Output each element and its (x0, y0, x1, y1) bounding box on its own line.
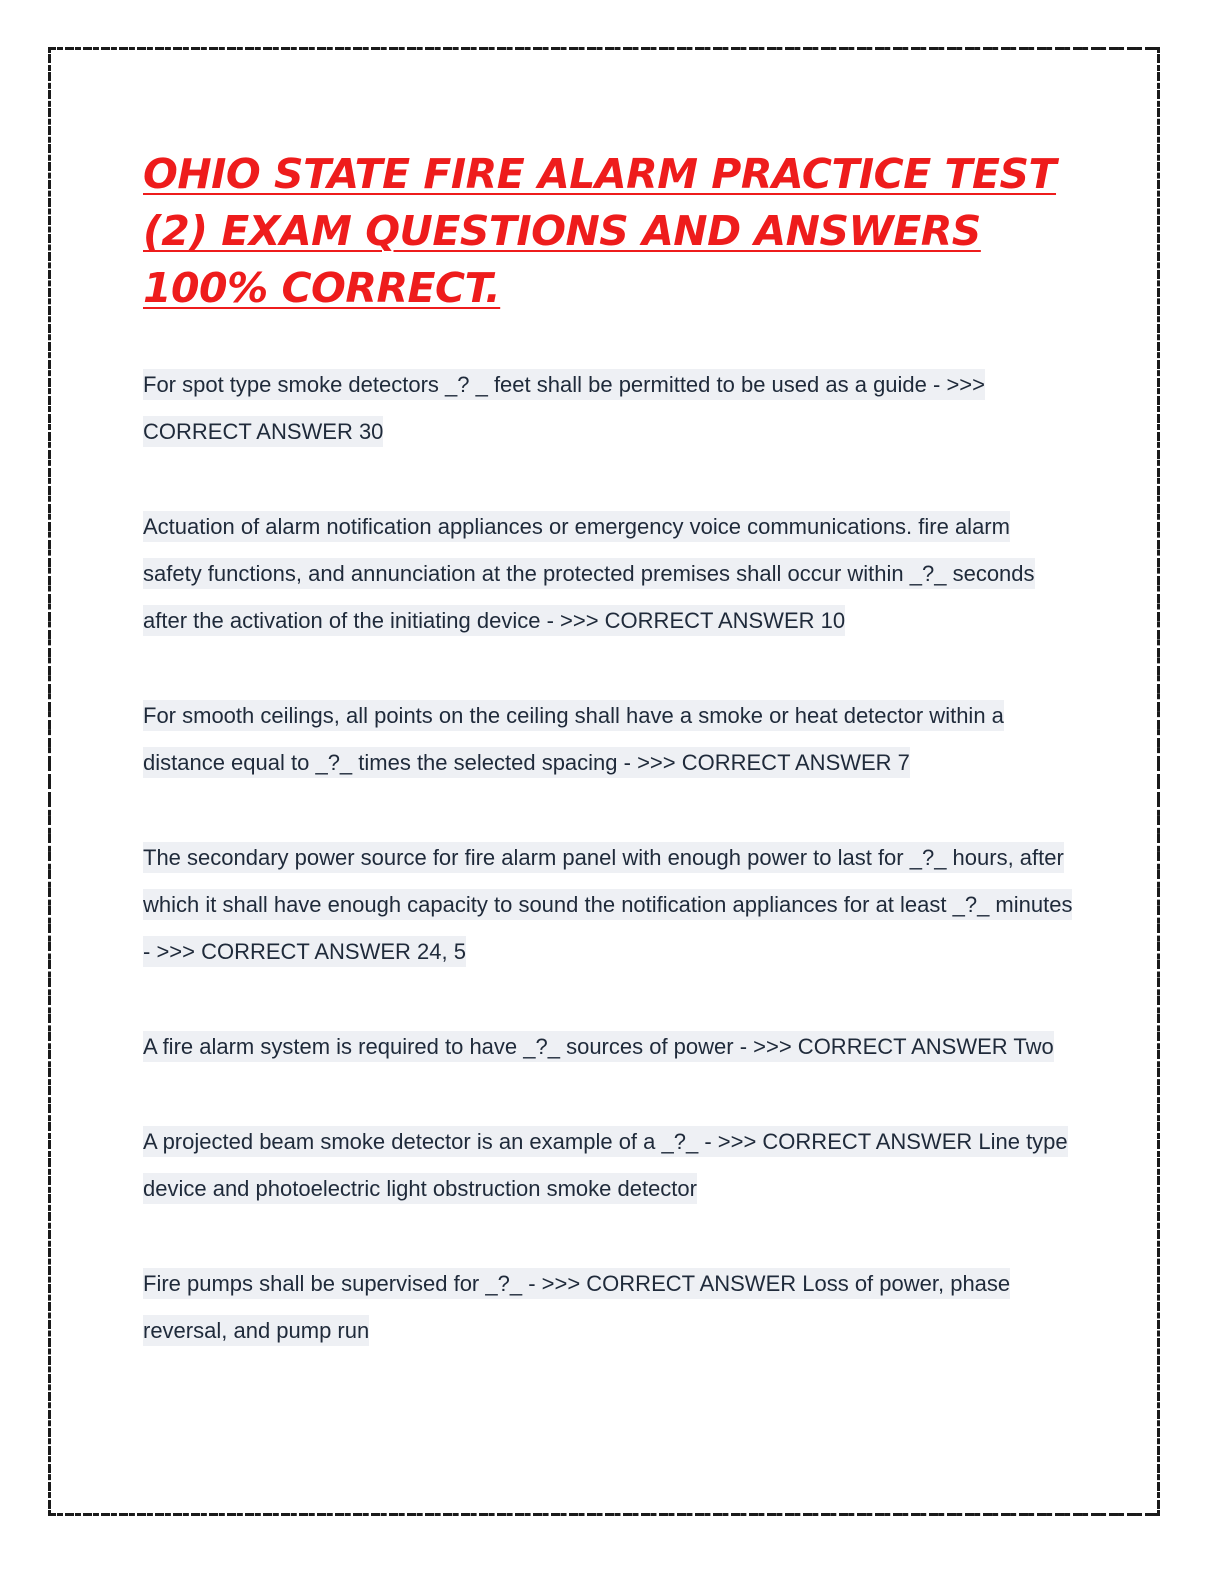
qa-text: A projected beam smoke detector is an example of a _?_ - >>> CORRECT ANSWER Line type device and photoelectric light obstruction smoke detector (143, 1126, 1068, 1204)
qa-text: For smooth ceilings, all points on the ceiling shall have a smoke or heat detector within a distance equal to _?_ times the selected spacing - >>> CORRECT ANSWER 7 (143, 700, 1004, 778)
document-title: OHIO STATE FIRE ALARM PRACTICE TEST (2) EXAM QUESTIONS AND ANSWERS 100% CORRECT. (143, 150, 1057, 312)
qa-item (143, 503, 1073, 644)
qa-list (143, 361, 1073, 1354)
qa-item (143, 692, 1073, 786)
qa-text: Actuation of alarm notification appliances or emergency voice communications. fire alarm safety functions, and annunciation at the protected premises shall occur within _?_ seconds after the activation of the initiating device - >>> CORRECT ANSWER 10 (143, 511, 1035, 636)
qa-text: Fire pumps shall be supervised for _?_ - >>> CORRECT ANSWER Loss of power, phase reversal, and pump run (143, 1268, 1010, 1346)
qa-text: For spot type smoke detectors _? _ feet shall be permitted to be used as a guide - >>> CORRECT ANSWER 30 (143, 369, 985, 447)
qa-item (143, 1118, 1073, 1212)
qa-text: The secondary power source for fire alarm panel with enough power to last for _?_ hours, after which it shall have enough capacity to sound the notification appliances for at least _?_ minutes - >>> CORRECT ANSWER 24, 5 (143, 842, 1072, 967)
qa-item (143, 834, 1073, 975)
document-content (143, 146, 1073, 1402)
qa-item (143, 1023, 1073, 1070)
qa-item (143, 361, 1073, 455)
qa-text: A fire alarm system is required to have _?_ sources of power - >>> CORRECT ANSWER Two (143, 1031, 1054, 1062)
qa-item (143, 1260, 1073, 1354)
